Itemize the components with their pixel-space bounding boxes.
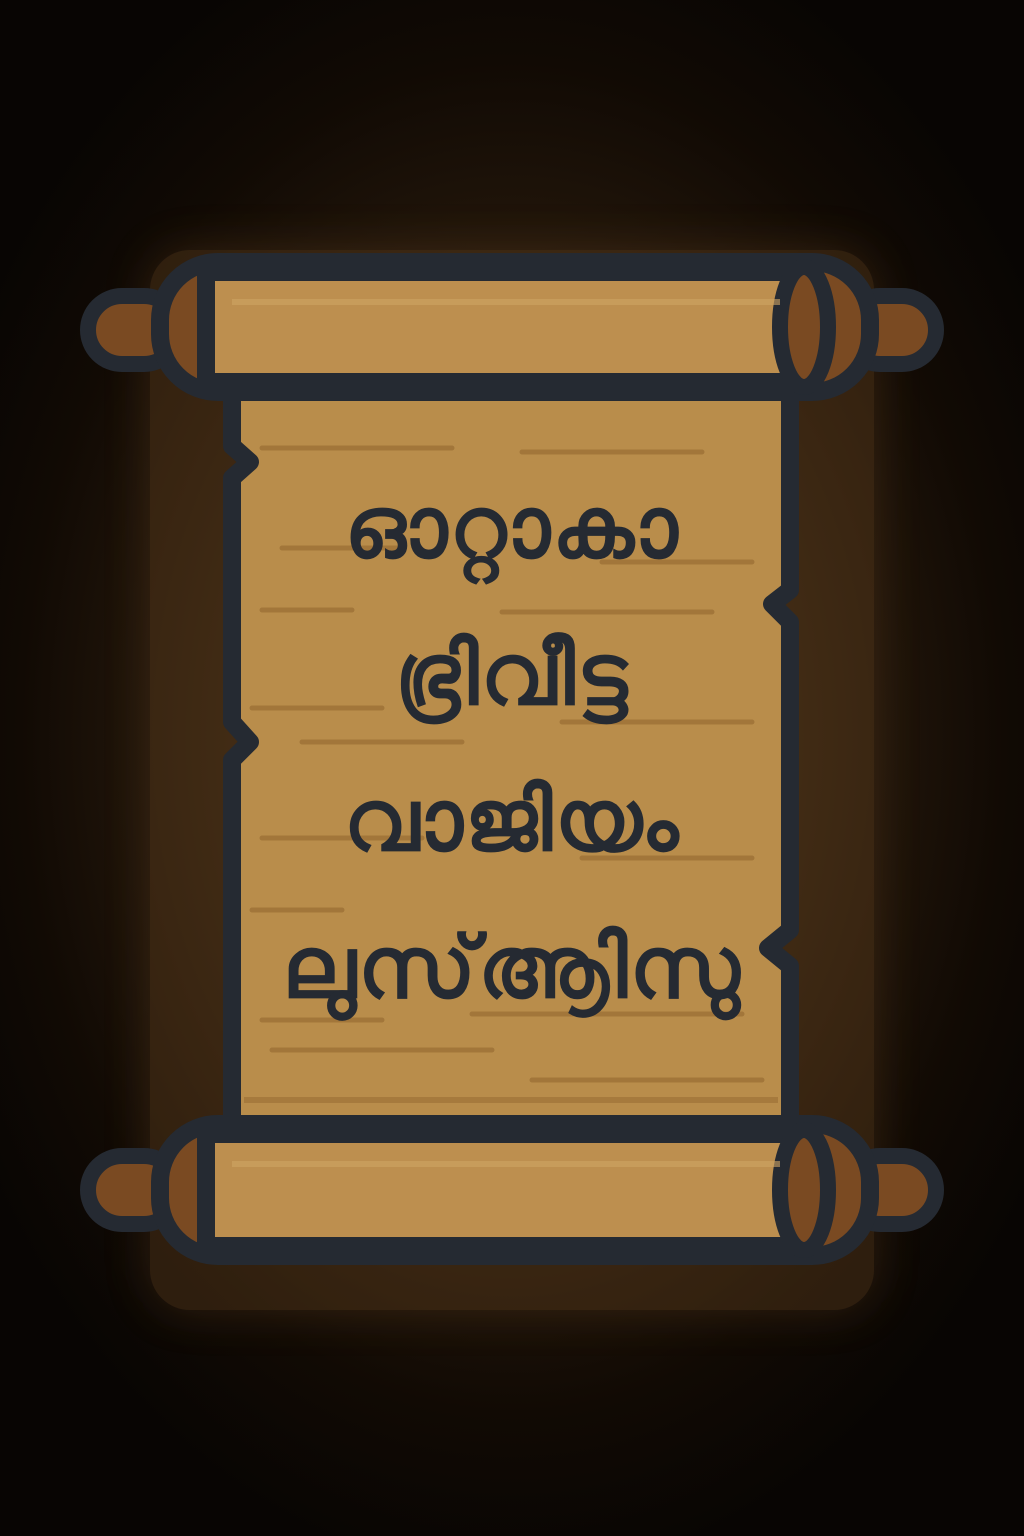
scroll-line-1: ഓറ്റാകാ bbox=[344, 478, 680, 578]
scroll-text bbox=[272, 468, 752, 1028]
bottom-roller bbox=[88, 1124, 936, 1256]
top-roller bbox=[88, 262, 936, 392]
scroll-line-4: ലുസ്ആിസു bbox=[282, 917, 742, 1018]
scroll-line-2: ഭ്രിവീട്ട bbox=[394, 624, 630, 725]
scroll-line-3: വാജിയം bbox=[343, 771, 681, 872]
